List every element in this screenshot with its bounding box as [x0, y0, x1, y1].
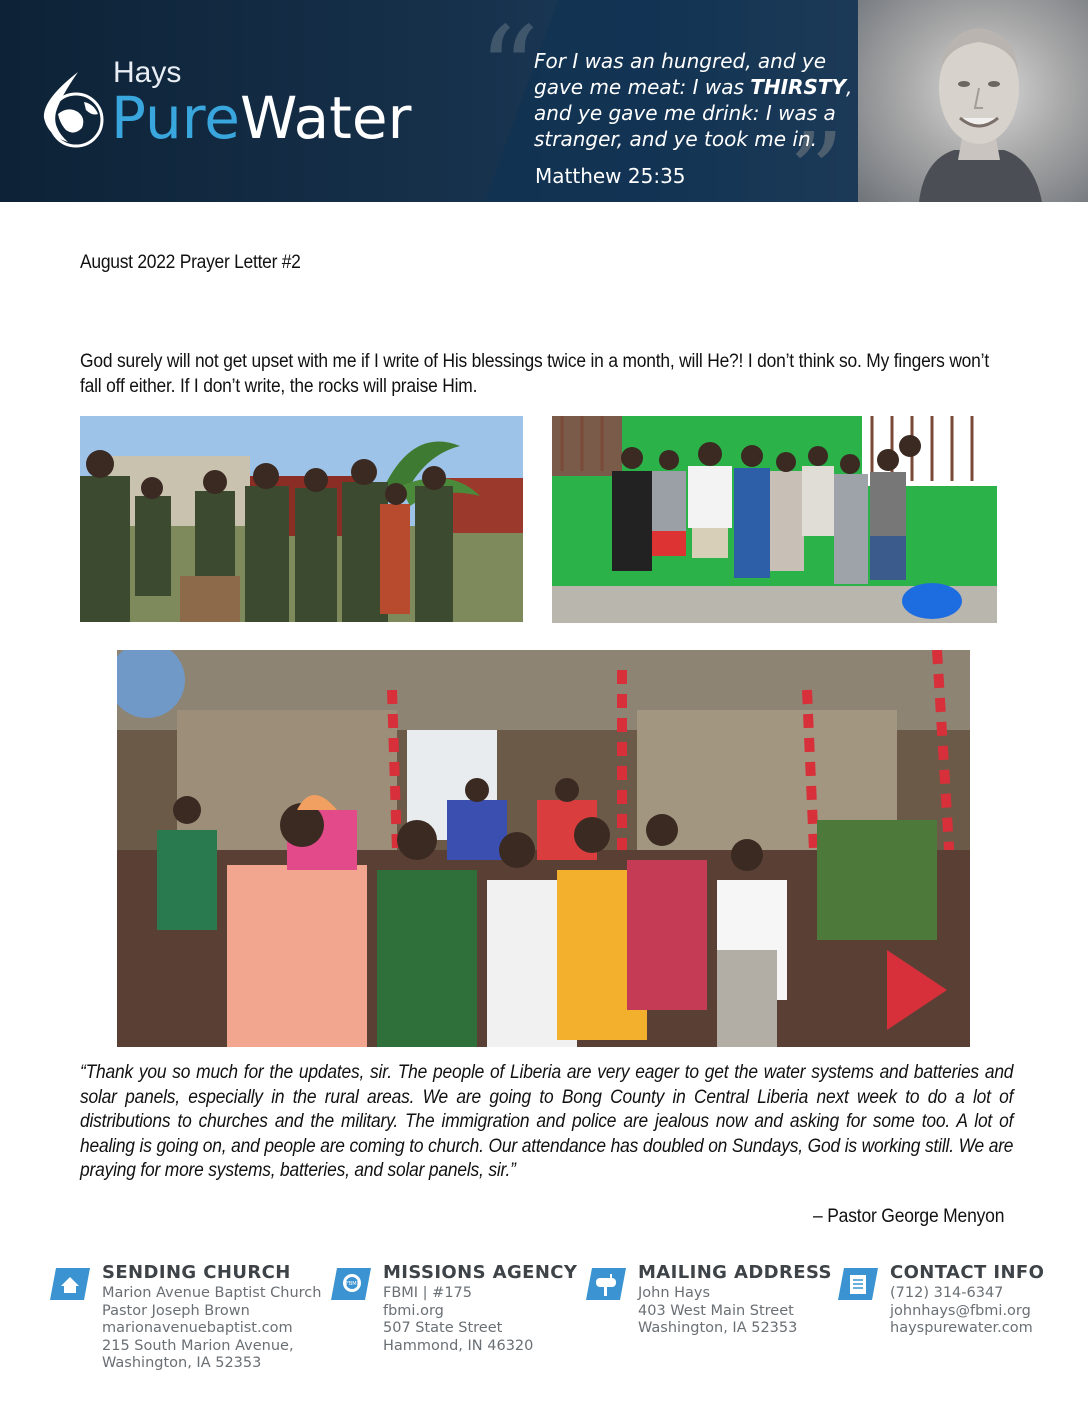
missions-agency-heading: MISSIONS AGENCY	[383, 1262, 578, 1283]
address-book-icon	[838, 1266, 878, 1302]
missions-agency-line: 507 State Street	[383, 1320, 503, 1336]
sending-church-heading: SENDING CHURCH	[102, 1262, 291, 1283]
logo-hays-text: Hays	[113, 56, 182, 89]
verse-line-2: gave me meat: I was	[534, 75, 751, 99]
mailing-address-lines	[638, 1285, 797, 1338]
verse-emphasis: THIRSTY	[750, 75, 846, 99]
open-quote-mark: “	[478, 2, 540, 141]
missions-agency-line: FBMI | #175	[383, 1285, 473, 1301]
missions-agency-line: fbmi.org	[383, 1302, 444, 1319]
scripture-verse	[534, 48, 874, 152]
contact-info-lines	[890, 1285, 1033, 1338]
pastor-quote: “Thank you so much for the updates, sir. The people of Liberia are very eager to get the water systems and batteries and solar panels, especially in the rural areas. We are going to Bong County in Central Liberia next week to do a lot of distributions to churches and the military. The immigration and police are jealous now and asking for some too. A lot of healing is going on, and people are coming to church. Our attendance has doubled on Sundays, God is working still. We are praying for more systems, batteries, and solar panels, sir.”	[80, 1062, 1014, 1182]
verse-line-4: stranger, and ye took me in.	[534, 127, 817, 151]
contact-phone: (712) 314-6347	[890, 1285, 1004, 1301]
sending-church-line: 215 South Marion Avenue,	[102, 1337, 294, 1354]
header-banner	[0, 0, 1088, 202]
verse-line-1: For I was an hungred, and ye	[534, 49, 827, 73]
photo-soldiers-meeting	[80, 416, 523, 622]
photo-church-congregation	[117, 650, 970, 1047]
mailing-address-heading: MAILING ADDRESS	[638, 1262, 832, 1283]
house-icon	[50, 1266, 90, 1302]
logo-purewater-text	[111, 86, 411, 150]
quote-attribution: – Pastor George Menyon	[813, 1206, 1005, 1227]
verse-line-3: and ye gave me drink: I was a	[534, 101, 836, 125]
mailbox-icon	[586, 1266, 626, 1302]
contact-email: johnhays@fbmi.org	[890, 1302, 1031, 1319]
missions-agency-lines	[383, 1285, 533, 1355]
logo-water-part: Water	[239, 84, 412, 152]
contact-info-heading: CONTACT INFO	[890, 1262, 1045, 1283]
close-quote-mark: ”	[788, 109, 845, 202]
sending-church-line: Marion Avenue Baptist Church	[102, 1285, 322, 1301]
missionary-portrait	[914, 10, 1044, 202]
svg-text:FBMI: FBMI	[345, 1281, 359, 1287]
sending-church-lines	[102, 1285, 321, 1373]
mailing-address-line: John Hays	[638, 1285, 711, 1301]
globe-drop-logo-icon	[38, 70, 108, 150]
intro-paragraph: God surely will not get upset with me if I write of His blessings twice in a month, will He?! I don’t think so. My fingers won’t fall off either. If I don’t write, the rocks will praise Him.	[80, 351, 989, 397]
globe-badge-icon	[331, 1266, 371, 1302]
sending-church-line: Washington, IA 52353	[102, 1355, 262, 1371]
logo-pure-part: Pure	[111, 84, 240, 152]
letter-title: August 2022 Prayer Letter #2	[80, 252, 301, 273]
sending-church-line: Pastor Joseph Brown	[102, 1302, 250, 1319]
mailing-address-line: 403 West Main Street	[638, 1302, 794, 1319]
sending-church-line: marionavenuebaptist.com	[102, 1320, 293, 1336]
mailing-address-line: Washington, IA 52353	[638, 1320, 798, 1336]
photo-group-green-wall	[552, 416, 997, 623]
contact-website: hayspurewater.com	[890, 1320, 1033, 1336]
verse-comma: ,	[846, 75, 853, 99]
missions-agency-line: Hammond, IN 46320	[383, 1337, 534, 1354]
verse-reference: Matthew 25:35	[535, 164, 686, 188]
